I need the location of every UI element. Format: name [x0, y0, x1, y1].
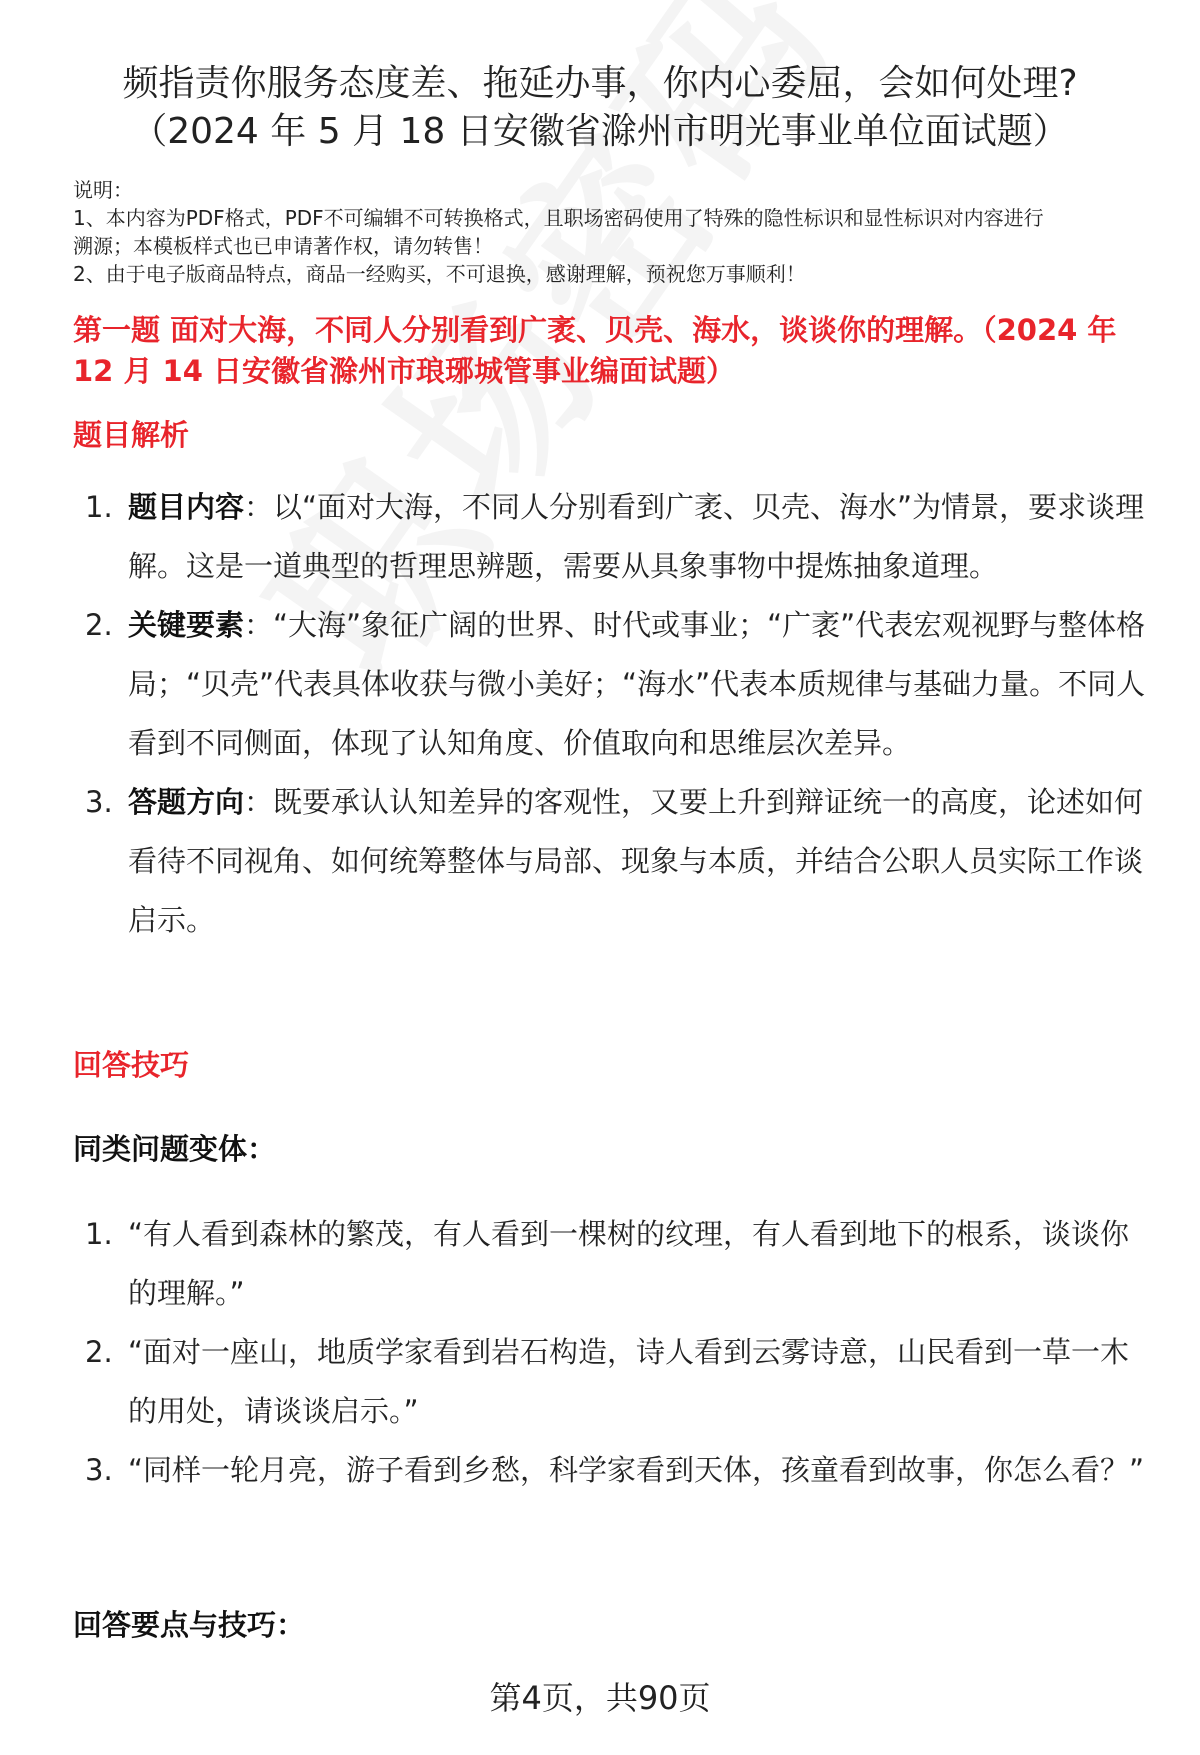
- item-text: ：以“面对大海，不同人分别看到广袤、贝壳、海水”为情景，要求谈理解。这是一道典型的哲理思辨题，需要从具象事物中提炼抽象道理。: [128, 490, 1145, 583]
- item-text: “有人看到森林的繁茂，有人看到一棵树的纹理，有人看到地下的根系，谈谈你的理解。”: [128, 1217, 1130, 1310]
- list-item: [73, 478, 1153, 596]
- list-number: 1.: [85, 1217, 113, 1251]
- list-item: [73, 773, 1153, 950]
- title-line-1: 频指责你服务态度差、拖延办事，你内心委屈，会如何处理?: [122, 63, 1078, 104]
- item-text: “同样一轮月亮，游子看到乡愁，科学家看到天体，孩童看到故事，你怎么看？”: [128, 1453, 1145, 1487]
- list-item: [73, 596, 1153, 773]
- item-label: 关键要素: [128, 608, 245, 642]
- analysis-heading: 题目解析: [73, 418, 190, 452]
- list-number: 3.: [85, 785, 113, 819]
- list-number: 3.: [85, 1453, 113, 1487]
- points-heading: 回答要点与技巧：: [73, 1608, 306, 1642]
- list-number: 2.: [85, 1335, 113, 1369]
- item-label: 答题方向: [128, 785, 245, 819]
- question-title: [73, 310, 1163, 392]
- list-item: [73, 1441, 1153, 1500]
- notice-line-3: 2、由于电子版商品特点，商品一经购买，不可退换，感谢理解，预祝您万事顺利！: [73, 262, 806, 286]
- list-item: [73, 1205, 1153, 1323]
- notice-heading: 说明：: [73, 178, 133, 202]
- list-number: 1.: [85, 490, 113, 524]
- tips-heading: 回答技巧: [73, 1048, 190, 1082]
- variants-list: [73, 1205, 1153, 1500]
- page-number: 第4页，共90页: [489, 1679, 711, 1717]
- item-text: ：既要承认认知差异的客观性，又要上升到辩证统一的高度，论述如何看待不同视角、如何统筹整体与局部、现象与本质，并结合公职人员实际工作谈启示。: [128, 785, 1144, 937]
- variants-heading: 同类问题变体：: [73, 1132, 277, 1166]
- notice-line-2: 溯源；本模板样式也已申请著作权，请勿转售！: [73, 234, 493, 258]
- notice-line-1: 1、本内容为PDF格式，PDF不可编辑不可转换格式，且职场密码使用了特殊的隐性标识和显性标识对内容进行: [73, 206, 1044, 230]
- question-line-2: 12 月 14 日安徽省滁州市琅琊城管事业编面试题）: [73, 354, 736, 388]
- list-item: [73, 1323, 1153, 1441]
- analysis-list: [73, 478, 1153, 950]
- item-text: “面对一座山，地质学家看到岩石构造，诗人看到云雾诗意，山民看到一草一木的用处，请谈谈启示。”: [128, 1335, 1130, 1428]
- question-line-1: 第一题 面对大海，不同人分别看到广袤、贝壳、海水，谈谈你的理解。（2024 年: [73, 313, 1117, 347]
- item-label: 题目内容: [128, 490, 245, 524]
- item-text: ：“大海”象征广阔的世界、时代或事业；“广袤”代表宏观视野与整体格局；“贝壳”代表具体收获与微小美好；“海水”代表本质规律与基础力量。不同人看到不同侧面，体现了认知角度、价值取向和思维层次差异。: [128, 608, 1146, 760]
- list-number: 2.: [85, 608, 113, 642]
- title-line-2: （2024 年 5 月 18 日安徽省滁州市明光事业单位面试题）: [131, 111, 1069, 152]
